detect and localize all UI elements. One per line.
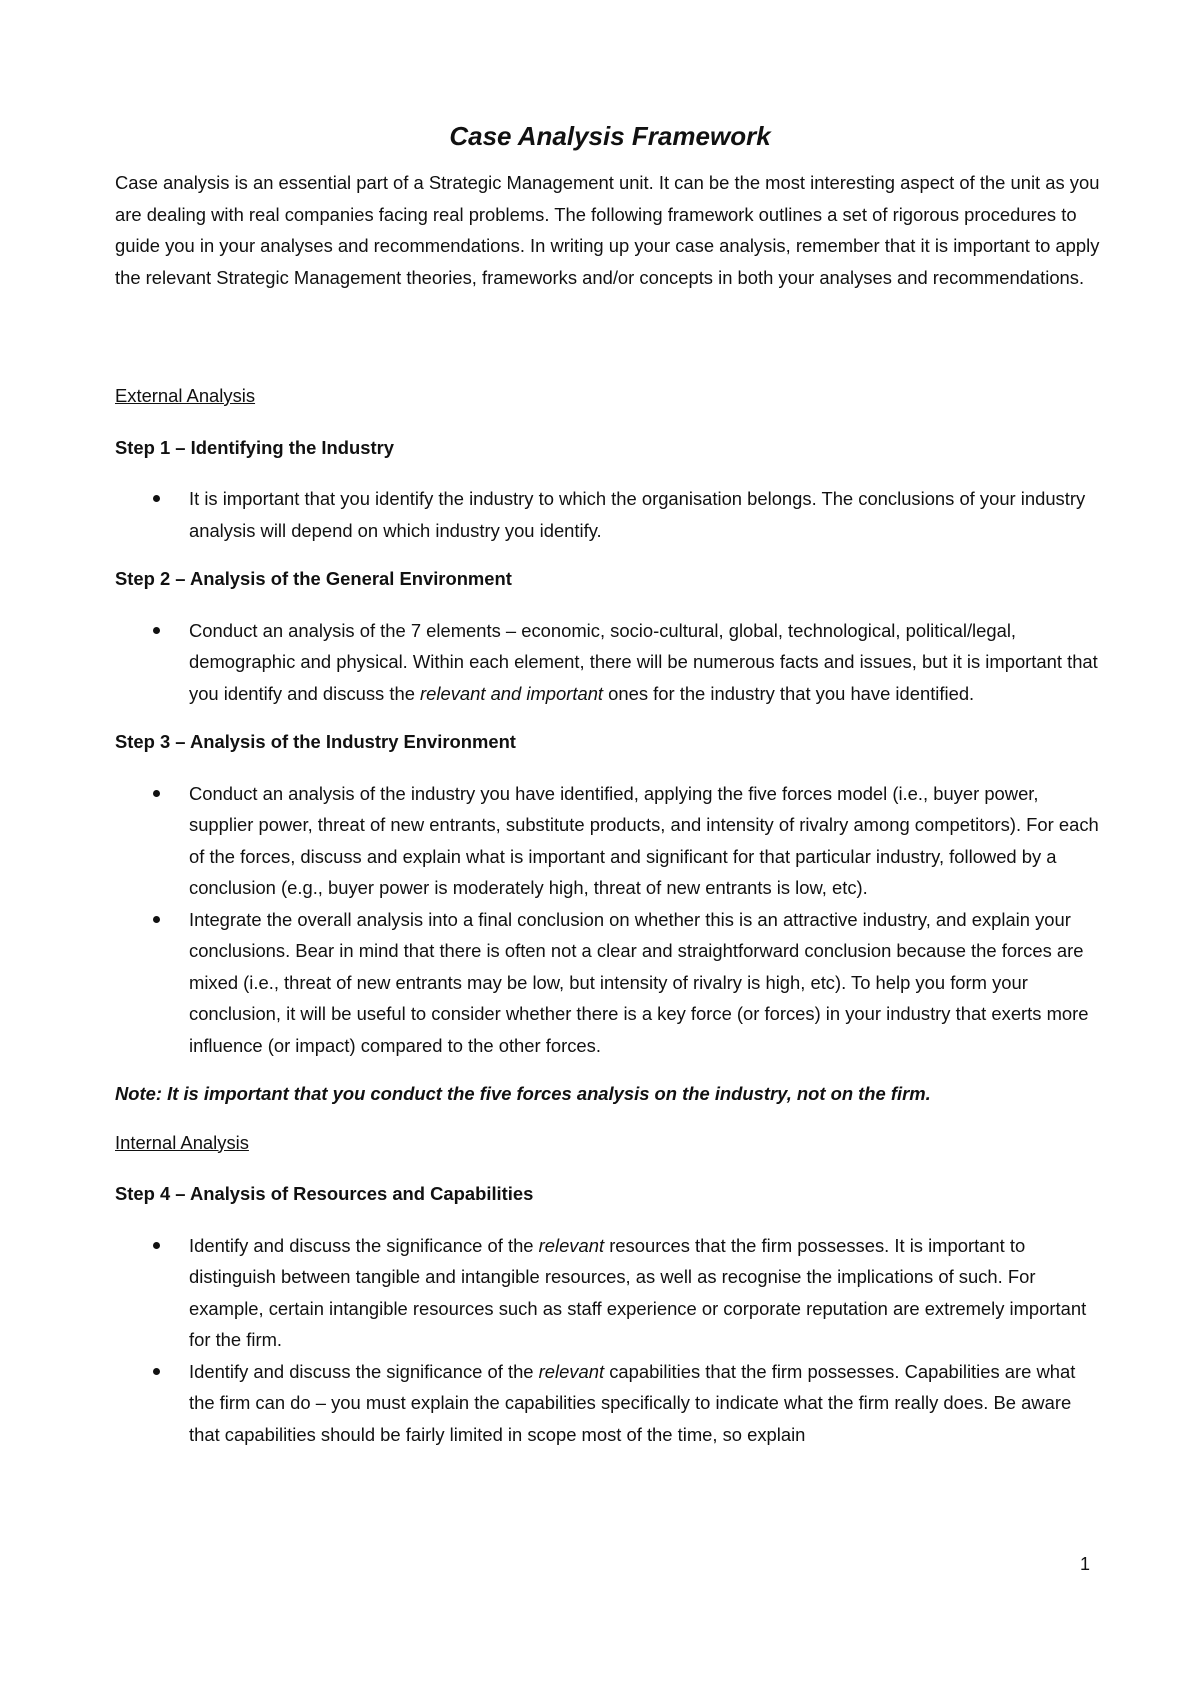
bullet-icon <box>153 1242 160 1249</box>
step-4-heading: Step 4 – Analysis of Resources and Capabilities <box>115 1183 534 1204</box>
five-forces-note: Note: It is important that you conduct the five forces analysis on the industry, not on the firm. <box>115 1083 931 1104</box>
document-body <box>115 119 1105 1450</box>
list-item: Identify and discuss the significance of the relevant capabilities that the firm possesses. Capabilities are what the firm can do – you must explain the capabilities specifically to indicate what the firm really does. Be aware that capabilities should be fairly limited in scope most of the time, so explain <box>115 1356 1105 1451</box>
step-3-heading: Step 3 – Analysis of the Industry Environment <box>115 731 516 752</box>
bullet-icon <box>153 627 160 634</box>
bullet-icon <box>153 1368 160 1375</box>
list-item: It is important that you identify the industry to which the organisation belongs. The conclusions of your industry analysis will depend on which industry you identify. <box>115 483 1105 546</box>
step-3-bullets <box>115 778 1105 1062</box>
emphasis-text: relevant <box>538 1234 605 1256</box>
emphasis-text: relevant <box>538 1360 605 1382</box>
step-1-bullets <box>115 483 1105 546</box>
document-title: Case Analysis Framework <box>449 121 771 151</box>
step-2-heading: Step 2 – Analysis of the General Environment <box>115 568 512 589</box>
step-1-heading: Step 1 – Identifying the Industry <box>115 436 394 458</box>
list-item: Conduct an analysis of the industry you have identified, applying the five forces model (i.e., buyer power, supplier power, threat of new entrants, substitute products, and intensity of rivalry among competitors). For each of the forces, discuss and explain what is important and significant for that particular industry, followed by a conclusion (e.g., buyer power is moderately high, threat of new entrants is low, etc). <box>115 778 1105 904</box>
list-item: Conduct an analysis of the 7 elements – economic, socio-cultural, global, technological, political/legal, demographic and physical. Within each element, there will be numerous facts and issues, but it is important that you identify and discuss the relevant and important ones for the industry that you have identified. <box>115 615 1105 710</box>
bullet-icon <box>153 916 160 923</box>
external-analysis-heading: External Analysis <box>115 385 256 406</box>
bullet-icon <box>153 790 160 797</box>
internal-analysis-heading: Internal Analysis <box>115 1131 249 1153</box>
step-4-bullets <box>115 1230 1105 1451</box>
intro-paragraph: Case analysis is an essential part of a Strategic Management unit. It can be the most interesting aspect of the unit as you are dealing with real companies facing real problems. The following framework outlines a set of rigorous procedures to guide you in your analyses and recommendations. In writing up your case analysis, remember that it is important to apply the relevant Strategic Management theories, frameworks and/or concepts in both your analyses and recommendations. <box>115 172 1100 288</box>
emphasis-text: relevant and important <box>420 682 604 704</box>
bullet-icon <box>153 495 160 502</box>
page-number: 1 <box>1080 1554 1091 1574</box>
list-item: Integrate the overall analysis into a final conclusion on whether this is an attractive industry, and explain your conclusions. Bear in mind that there is often not a clear and straightforward conclusion because the forces are mixed (i.e., threat of new entrants may be low, but intensity of rivalry is high, etc). To help you form your conclusion, it will be useful to consider whether there is a key force (or forces) in your industry that exerts more influence (or impact) compared to the other forces. <box>115 904 1105 1062</box>
step-2-bullets <box>115 615 1105 710</box>
list-item: Identify and discuss the significance of the relevant resources that the firm possesses. It is important to distinguish between tangible and intangible resources, as well as recognise the implications of such. For example, certain intangible resources such as staff experience or corporate reputation are extremely important for the firm. <box>115 1230 1105 1356</box>
